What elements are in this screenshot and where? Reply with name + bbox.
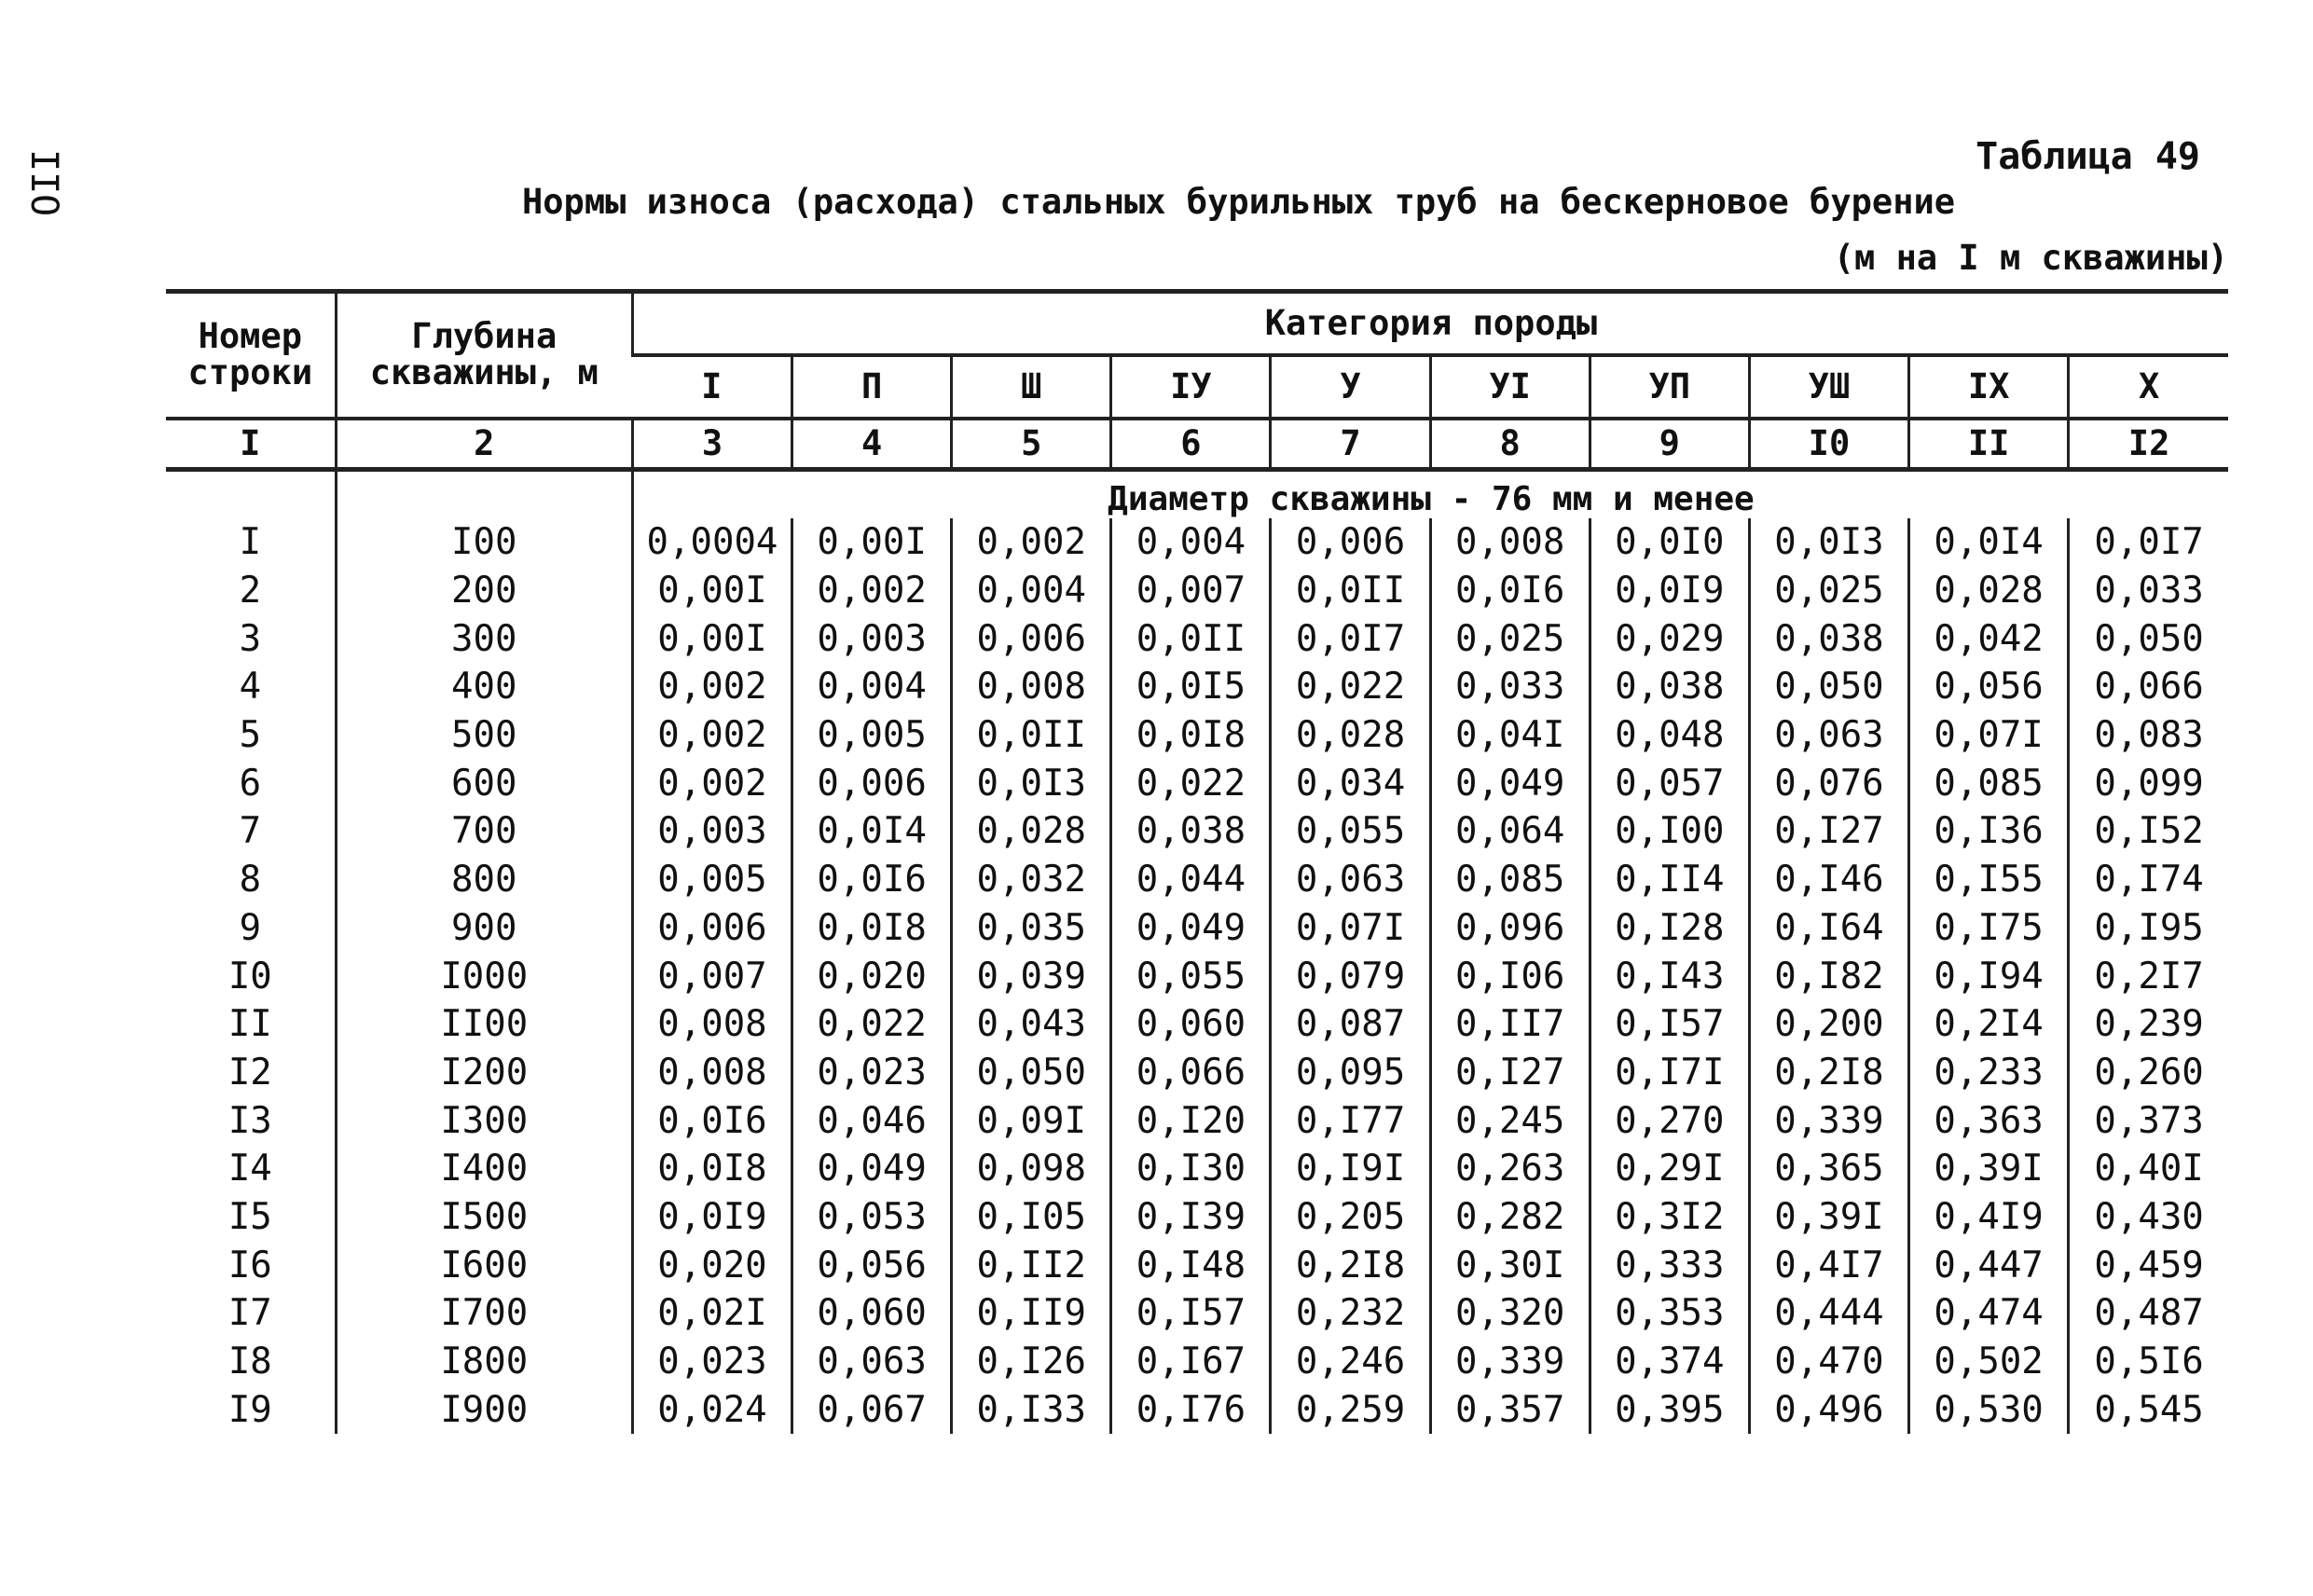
value-cell: 0,067 xyxy=(792,1385,952,1434)
value-cell: 0,079 xyxy=(1271,952,1430,1000)
value-cell: 0,I28 xyxy=(1590,904,1749,953)
row-number-cell: 6 xyxy=(239,762,262,805)
value-cell: 0,I67 xyxy=(1111,1338,1271,1386)
row-number-cell: 8 xyxy=(239,859,262,901)
value-cell: 0,066 xyxy=(2069,663,2228,711)
table-row xyxy=(166,518,2228,567)
header-category: УШ xyxy=(1749,355,1908,419)
value-cell: 0,028 xyxy=(1271,711,1430,760)
value-cell: 0,056 xyxy=(792,1241,952,1289)
value-cell: 0,I74 xyxy=(2069,856,2228,904)
header-row-number: Номер строки xyxy=(166,292,336,420)
value-cell: 0,373 xyxy=(2069,1096,2228,1145)
value-cell: 0,057 xyxy=(1590,759,1749,807)
value-cell: 0,II7 xyxy=(1430,1000,1590,1049)
row-number-cell: I xyxy=(239,521,262,564)
value-cell: 0,002 xyxy=(952,518,1111,567)
value-cell: 0,447 xyxy=(1909,1241,2069,1289)
value-cell: 0,049 xyxy=(1430,759,1590,807)
value-cell: 0,I64 xyxy=(1749,904,1908,953)
value-cell: 0,0I4 xyxy=(792,807,952,856)
value-cell: 0,545 xyxy=(2069,1385,2228,1434)
value-cell: 0,II9 xyxy=(952,1289,1111,1338)
value-cell: 0,006 xyxy=(952,614,1111,663)
value-cell: 0,459 xyxy=(2069,1241,2228,1289)
section-title: Диаметр скважины - 76 мм и менее xyxy=(632,470,2228,519)
value-cell: 0,I00 xyxy=(1590,807,1749,856)
value-cell: 0,239 xyxy=(2069,1000,2228,1049)
table-row xyxy=(166,1289,2228,1338)
value-cell: 0,008 xyxy=(1430,518,1590,567)
document-title: Нормы износа (расхода) стальных бурильных труб на бескерновое бурение xyxy=(522,182,1956,222)
header-category: У xyxy=(1271,355,1430,419)
value-cell: 0,050 xyxy=(952,1049,1111,1097)
row-number-cell: 7 xyxy=(239,810,262,853)
value-cell: 0,004 xyxy=(952,567,1111,615)
depth-cell: 800 xyxy=(336,856,632,904)
value-cell: 0,060 xyxy=(1111,1000,1271,1049)
row-number-cell: I3 xyxy=(227,1099,272,1142)
depth-cell: 600 xyxy=(336,759,632,807)
column-index: 7 xyxy=(1271,419,1430,470)
value-cell: 0,339 xyxy=(1749,1096,1908,1145)
row-number-cell: 3 xyxy=(239,617,262,660)
value-cell: 0,0I8 xyxy=(792,904,952,953)
value-cell: 0,30I xyxy=(1430,1241,1590,1289)
value-cell: 0,039 xyxy=(952,952,1111,1000)
table-row xyxy=(166,807,2228,856)
value-cell: 0,0I9 xyxy=(632,1193,792,1242)
value-cell: 0,002 xyxy=(632,759,792,807)
value-cell: 0,I46 xyxy=(1749,856,1908,904)
value-cell: 0,I27 xyxy=(1430,1049,1590,1097)
value-cell: 0,3I2 xyxy=(1590,1193,1749,1242)
value-cell: 0,II4 xyxy=(1590,856,1749,904)
value-cell: 0,2I7 xyxy=(2069,952,2228,1000)
value-cell: 0,00I xyxy=(632,614,792,663)
value-cell: 0,I9I xyxy=(1271,1145,1430,1193)
value-cell: 0,087 xyxy=(1271,1000,1430,1049)
value-cell: 0,2I8 xyxy=(1271,1241,1430,1289)
table-row xyxy=(166,614,2228,663)
table-row xyxy=(166,1338,2228,1386)
depth-cell: I900 xyxy=(336,1385,632,1434)
value-cell: 0,025 xyxy=(1430,614,1590,663)
value-cell: 0,2I4 xyxy=(1909,1000,2069,1049)
value-cell: 0,I06 xyxy=(1430,952,1590,1000)
value-cell: 0,232 xyxy=(1271,1289,1430,1338)
header-depth: Глубина скважины, м xyxy=(336,292,632,420)
value-cell: 0,474 xyxy=(1909,1289,2069,1338)
row-number-cell: II xyxy=(227,1003,272,1046)
row-number-cell: 4 xyxy=(239,666,262,709)
value-cell: 0,003 xyxy=(632,807,792,856)
value-cell: 0,357 xyxy=(1430,1385,1590,1434)
row-number-cell: 2 xyxy=(239,570,262,612)
header-category: IУ xyxy=(1111,355,1271,419)
value-cell: 0,0I9 xyxy=(1590,567,1749,615)
value-cell: 0,0II xyxy=(952,711,1111,760)
value-cell: 0,I57 xyxy=(1590,1000,1749,1049)
value-cell: 0,029 xyxy=(1590,614,1749,663)
depth-cell: 500 xyxy=(336,711,632,760)
value-cell: 0,339 xyxy=(1430,1338,1590,1386)
value-cell: 0,033 xyxy=(2069,567,2228,615)
value-cell: 0,333 xyxy=(1590,1241,1749,1289)
value-cell: 0,0I7 xyxy=(2069,518,2228,567)
value-cell: 0,020 xyxy=(792,952,952,1000)
value-cell: 0,007 xyxy=(1111,567,1271,615)
depth-cell: I600 xyxy=(336,1241,632,1289)
value-cell: 0,0II xyxy=(1111,614,1271,663)
value-cell: 0,056 xyxy=(1909,663,2069,711)
value-cell: 0,0I5 xyxy=(1111,663,1271,711)
column-index: I xyxy=(166,419,336,470)
value-cell: 0,I26 xyxy=(952,1338,1111,1386)
value-cell: 0,050 xyxy=(1749,663,1908,711)
value-cell: 0,046 xyxy=(792,1096,952,1145)
value-cell: 0,005 xyxy=(632,856,792,904)
value-cell: 0,004 xyxy=(792,663,952,711)
value-cell: 0,006 xyxy=(632,904,792,953)
table-row xyxy=(166,759,2228,807)
value-cell: 0,0I6 xyxy=(632,1096,792,1145)
column-index: 8 xyxy=(1430,419,1590,470)
value-cell: 0,I33 xyxy=(952,1385,1111,1434)
table-row xyxy=(166,711,2228,760)
value-cell: 0,085 xyxy=(1909,759,2069,807)
value-cell: 0,0I4 xyxy=(1909,518,2069,567)
value-cell: 0,0I6 xyxy=(792,856,952,904)
value-cell: 0,020 xyxy=(632,1241,792,1289)
table-row xyxy=(166,1193,2228,1242)
value-cell: 0,263 xyxy=(1430,1145,1590,1193)
row-number-cell: 5 xyxy=(239,714,262,757)
value-cell: 0,444 xyxy=(1749,1289,1908,1338)
value-cell: 0,205 xyxy=(1271,1193,1430,1242)
table-row xyxy=(166,1241,2228,1289)
table-row xyxy=(166,1096,2228,1145)
value-cell: 0,053 xyxy=(792,1193,952,1242)
value-cell: 0,I48 xyxy=(1111,1241,1271,1289)
value-cell: 0,40I xyxy=(2069,1145,2228,1193)
value-cell: 0,I05 xyxy=(952,1193,1111,1242)
value-cell: 0,530 xyxy=(1909,1385,2069,1434)
column-index: 2 xyxy=(336,419,632,470)
value-cell: 0,260 xyxy=(2069,1049,2228,1097)
depth-cell: I00 xyxy=(336,518,632,567)
value-cell: 0,233 xyxy=(1909,1049,2069,1097)
value-cell: 0,245 xyxy=(1430,1096,1590,1145)
value-cell: 0,I52 xyxy=(2069,807,2228,856)
header-category: X xyxy=(2069,355,2228,419)
table-label: Таблица 49 xyxy=(1976,135,2200,178)
value-cell: 0,028 xyxy=(1909,567,2069,615)
value-cell: 0,038 xyxy=(1590,663,1749,711)
value-cell: 0,0004 xyxy=(632,518,792,567)
value-cell: 0,0I6 xyxy=(1430,567,1590,615)
value-cell: 0,006 xyxy=(1271,518,1430,567)
row-number-cell: I2 xyxy=(227,1051,272,1094)
column-index: 4 xyxy=(792,419,952,470)
value-cell: 0,042 xyxy=(1909,614,2069,663)
table-row xyxy=(166,952,2228,1000)
column-index: II xyxy=(1909,419,2069,470)
value-cell: 0,023 xyxy=(632,1338,792,1386)
page-number: IIO xyxy=(22,149,65,217)
value-cell: 0,095 xyxy=(1271,1049,1430,1097)
value-cell: 0,I94 xyxy=(1909,952,2069,1000)
value-cell: 0,374 xyxy=(1590,1338,1749,1386)
value-cell: 0,320 xyxy=(1430,1289,1590,1338)
row-number-cell: I9 xyxy=(227,1388,272,1431)
value-cell: 0,099 xyxy=(2069,759,2228,807)
value-cell: 0,028 xyxy=(952,807,1111,856)
value-cell: 0,4I7 xyxy=(1749,1241,1908,1289)
value-cell: 0,085 xyxy=(1430,856,1590,904)
value-cell: 0,064 xyxy=(1430,807,1590,856)
value-cell: 0,063 xyxy=(792,1338,952,1386)
value-cell: 0,007 xyxy=(632,952,792,1000)
table-row xyxy=(166,663,2228,711)
header-category-group: Категория породы xyxy=(632,292,2228,356)
value-cell: 0,048 xyxy=(1590,711,1749,760)
value-cell: 0,008 xyxy=(952,663,1111,711)
value-cell: 0,060 xyxy=(792,1289,952,1338)
value-cell: 0,055 xyxy=(1111,952,1271,1000)
value-cell: 0,002 xyxy=(632,711,792,760)
value-cell: 0,430 xyxy=(2069,1193,2228,1242)
units-note: (м на I м скважины) xyxy=(1833,238,2228,278)
value-cell: 0,04I xyxy=(1430,711,1590,760)
column-index: I2 xyxy=(2069,419,2228,470)
value-cell: 0,049 xyxy=(792,1145,952,1193)
depth-cell: 700 xyxy=(336,807,632,856)
value-cell: 0,055 xyxy=(1271,807,1430,856)
column-index: 5 xyxy=(952,419,1111,470)
depth-cell: I700 xyxy=(336,1289,632,1338)
value-cell: 0,038 xyxy=(1749,614,1908,663)
value-cell: 0,I36 xyxy=(1909,807,2069,856)
value-cell: 0,4I9 xyxy=(1909,1193,2069,1242)
value-cell: 0,I27 xyxy=(1749,807,1908,856)
wear-norms-table xyxy=(166,289,2228,1434)
value-cell: 0,I95 xyxy=(2069,904,2228,953)
value-cell: 0,002 xyxy=(792,567,952,615)
value-cell: 0,282 xyxy=(1430,1193,1590,1242)
value-cell: 0,032 xyxy=(952,856,1111,904)
column-index: 6 xyxy=(1111,419,1271,470)
value-cell: 0,004 xyxy=(1111,518,1271,567)
header-category: Ш xyxy=(952,355,1111,419)
value-cell: 0,063 xyxy=(1749,711,1908,760)
value-cell: 0,066 xyxy=(1111,1049,1271,1097)
value-cell: 0,I20 xyxy=(1111,1096,1271,1145)
row-number-cell: I4 xyxy=(227,1148,272,1190)
column-index: 9 xyxy=(1590,419,1749,470)
value-cell: 0,044 xyxy=(1111,856,1271,904)
depth-cell: 900 xyxy=(336,904,632,953)
table-row xyxy=(166,904,2228,953)
table-row xyxy=(166,1000,2228,1049)
value-cell: 0,00I xyxy=(792,518,952,567)
value-cell: 0,I30 xyxy=(1111,1145,1271,1193)
value-cell: 0,038 xyxy=(1111,807,1271,856)
table-row xyxy=(166,1145,2228,1193)
value-cell: 0,I57 xyxy=(1111,1289,1271,1338)
value-cell: 0,II2 xyxy=(952,1241,1111,1289)
value-cell: 0,5I6 xyxy=(2069,1338,2228,1386)
depth-cell: 200 xyxy=(336,567,632,615)
header-category: УП xyxy=(1590,355,1749,419)
header-category: П xyxy=(792,355,952,419)
value-cell: 0,025 xyxy=(1749,567,1908,615)
header-category: IX xyxy=(1909,355,2069,419)
depth-cell: I400 xyxy=(336,1145,632,1193)
value-cell: 0,006 xyxy=(792,759,952,807)
value-cell: 0,39I xyxy=(1749,1193,1908,1242)
value-cell: 0,246 xyxy=(1271,1338,1430,1386)
depth-cell: 400 xyxy=(336,663,632,711)
value-cell: 0,049 xyxy=(1111,904,1271,953)
depth-cell: I000 xyxy=(336,952,632,1000)
column-index: I0 xyxy=(1749,419,1908,470)
value-cell: 0,022 xyxy=(1111,759,1271,807)
value-cell: 0,0I8 xyxy=(1111,711,1271,760)
value-cell: 0,09I xyxy=(952,1096,1111,1145)
value-cell: 0,0I3 xyxy=(952,759,1111,807)
value-cell: 0,353 xyxy=(1590,1289,1749,1338)
value-cell: 0,050 xyxy=(2069,614,2228,663)
column-index: 3 xyxy=(632,419,792,470)
value-cell: 0,003 xyxy=(792,614,952,663)
header-category: УI xyxy=(1430,355,1590,419)
depth-cell: I200 xyxy=(336,1049,632,1097)
row-number-cell: I8 xyxy=(227,1341,272,1383)
value-cell: 0,063 xyxy=(1271,856,1430,904)
row-number-cell: I5 xyxy=(227,1195,272,1238)
table-row xyxy=(166,856,2228,904)
value-cell: 0,024 xyxy=(632,1385,792,1434)
value-cell: 0,I77 xyxy=(1271,1096,1430,1145)
value-cell: 0,008 xyxy=(632,1000,792,1049)
value-cell: 0,096 xyxy=(1430,904,1590,953)
value-cell: 0,00I xyxy=(632,567,792,615)
table-row xyxy=(166,1385,2228,1434)
value-cell: 0,I82 xyxy=(1749,952,1908,1000)
depth-cell: I500 xyxy=(336,1193,632,1242)
value-cell: 0,I75 xyxy=(1909,904,2069,953)
value-cell: 0,I7I xyxy=(1590,1049,1749,1097)
value-cell: 0,259 xyxy=(1271,1385,1430,1434)
value-cell: 0,035 xyxy=(952,904,1111,953)
value-cell: 0,034 xyxy=(1271,759,1430,807)
row-number-cell: 9 xyxy=(239,906,262,949)
value-cell: 0,487 xyxy=(2069,1289,2228,1338)
value-cell: 0,07I xyxy=(1271,904,1430,953)
depth-cell: I800 xyxy=(336,1338,632,1386)
value-cell: 0,0I8 xyxy=(632,1145,792,1193)
value-cell: 0,470 xyxy=(1749,1338,1908,1386)
value-cell: 0,033 xyxy=(1430,663,1590,711)
value-cell: 0,363 xyxy=(1909,1096,2069,1145)
row-number-cell: I7 xyxy=(227,1292,272,1335)
depth-cell: 300 xyxy=(336,614,632,663)
depth-cell: II00 xyxy=(336,1000,632,1049)
value-cell: 0,2I8 xyxy=(1749,1049,1908,1097)
value-cell: 0,39I xyxy=(1909,1145,2069,1193)
value-cell: 0,0I0 xyxy=(1590,518,1749,567)
value-cell: 0,022 xyxy=(792,1000,952,1049)
value-cell: 0,502 xyxy=(1909,1338,2069,1386)
value-cell: 0,496 xyxy=(1749,1385,1908,1434)
value-cell: 0,365 xyxy=(1749,1145,1908,1193)
value-cell: 0,008 xyxy=(632,1049,792,1097)
header-category: I xyxy=(632,355,792,419)
value-cell: 0,270 xyxy=(1590,1096,1749,1145)
value-cell: 0,043 xyxy=(952,1000,1111,1049)
value-cell: 0,083 xyxy=(2069,711,2228,760)
value-cell: 0,29I xyxy=(1590,1145,1749,1193)
value-cell: 0,0I3 xyxy=(1749,518,1908,567)
value-cell: 0,0I7 xyxy=(1271,614,1430,663)
value-cell: 0,I39 xyxy=(1111,1193,1271,1242)
value-cell: 0,005 xyxy=(792,711,952,760)
value-cell: 0,002 xyxy=(632,663,792,711)
row-number-cell: I0 xyxy=(227,955,272,998)
value-cell: 0,I76 xyxy=(1111,1385,1271,1434)
value-cell: 0,I55 xyxy=(1909,856,2069,904)
table-row xyxy=(166,567,2228,615)
value-cell: 0,0II xyxy=(1271,567,1430,615)
value-cell: 0,200 xyxy=(1749,1000,1908,1049)
value-cell: 0,02I xyxy=(632,1289,792,1338)
value-cell: 0,098 xyxy=(952,1145,1111,1193)
table-row xyxy=(166,1049,2228,1097)
value-cell: 0,022 xyxy=(1271,663,1430,711)
row-number-cell: I6 xyxy=(227,1244,272,1286)
value-cell: 0,I43 xyxy=(1590,952,1749,1000)
value-cell: 0,023 xyxy=(792,1049,952,1097)
value-cell: 0,07I xyxy=(1909,711,2069,760)
depth-cell: I300 xyxy=(336,1096,632,1145)
value-cell: 0,395 xyxy=(1590,1385,1749,1434)
value-cell: 0,076 xyxy=(1749,759,1908,807)
